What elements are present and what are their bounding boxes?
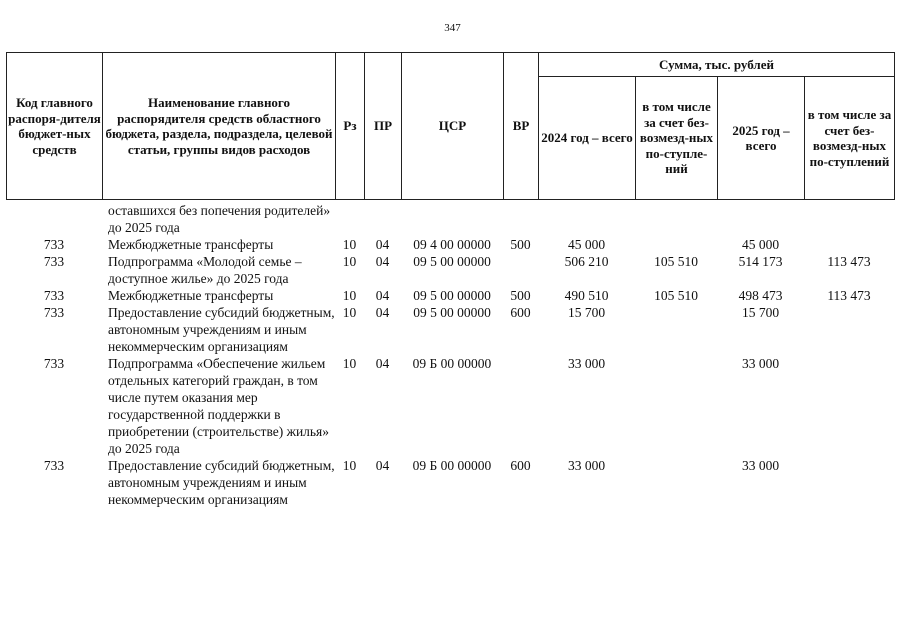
cell-rz: 10 (342, 356, 357, 371)
cell-vr: 600 (510, 458, 531, 473)
cell-pr (364, 202, 401, 236)
cell-csr: 09 Б 00 00000 (412, 458, 492, 473)
cell-2025-free (804, 457, 894, 508)
header-code: Код главного распоря-дителя бюджет-ных средств (7, 53, 103, 200)
cell-csr: 09 5 00 00000 (413, 254, 491, 269)
cell-2025-free (804, 355, 894, 457)
cell-vr (503, 355, 538, 457)
cell-pr: 04 (375, 254, 390, 269)
table-header (6, 52, 895, 200)
cell-vr (503, 253, 538, 287)
table-body (6, 202, 894, 508)
cell-2025-total (717, 202, 804, 236)
cell-code: 733 (43, 237, 65, 252)
cell-2024-total: 506 210 (564, 254, 609, 269)
cell-name: Подпрограмма «Обеспечение жильем отдельных категорий граждан, в том числе путем оказания мер государственной поддержки в приобретении (строительстве) жилья» до 2025 года (108, 356, 330, 456)
cell-csr: 09 5 00 00000 (413, 305, 491, 320)
cell-rz: 10 (342, 288, 357, 303)
header-rz: Рз (336, 53, 365, 200)
cell-2025-free (804, 304, 894, 355)
cell-2025-free (804, 236, 894, 253)
cell-vr: 600 (510, 305, 531, 320)
table-row (6, 355, 894, 457)
header-2025-free: в том числе за счет без-возмезд-ных по-ступлений (805, 77, 895, 200)
cell-name: оставшихся без попечения родителей» до 2025 года (108, 203, 331, 235)
cell-2025-free: 113 473 (827, 288, 871, 303)
header-2025-total: 2025 год – всего (718, 77, 805, 200)
cell-rz: 10 (342, 458, 357, 473)
cell-name: Предоставление субсидий бюджетным, автономным учреждениям и иным некоммерческим организациям (108, 305, 335, 354)
cell-2025-total: 33 000 (741, 356, 780, 371)
cell-2024-total: 15 700 (567, 305, 606, 320)
cell-code: 733 (43, 458, 65, 473)
cell-2024-total: 45 000 (567, 237, 606, 252)
cell-vr (503, 202, 538, 236)
cell-csr: 09 5 00 00000 (413, 288, 491, 303)
header-name: Наименование главного распорядителя средств областного бюджета, раздела, подраздела, целевой статьи, группы видов расходов (103, 53, 336, 200)
cell-2024-free (635, 304, 717, 355)
cell-2025-free: 113 473 (827, 254, 871, 269)
table-row (6, 287, 894, 304)
cell-2024-free: 105 510 (654, 288, 698, 303)
header-2024-free: в том числе за счет без-возмезд-ных по-ступле-ний (636, 77, 718, 200)
cell-rz: 10 (342, 237, 357, 252)
cell-2025-total: 514 173 (738, 254, 783, 269)
table-row (6, 202, 894, 236)
cell-rz (335, 202, 364, 236)
cell-csr (401, 202, 503, 236)
cell-2024-total: 33 000 (567, 356, 606, 371)
page-number: 347 (444, 22, 461, 34)
cell-vr: 500 (510, 288, 531, 303)
cell-name: Предоставление субсидий бюджетным, автономным учреждениям и иным некоммерческим организациям (108, 458, 335, 507)
cell-code: 733 (43, 356, 65, 371)
cell-pr: 04 (375, 305, 390, 320)
cell-2025-total: 45 000 (741, 237, 780, 252)
table-row (6, 253, 894, 287)
table-row (6, 236, 894, 253)
cell-pr: 04 (375, 458, 390, 473)
cell-2025-free (804, 202, 894, 236)
cell-rz: 10 (342, 254, 357, 269)
cell-2024-free (635, 355, 717, 457)
cell-2024-free (635, 202, 717, 236)
cell-code: 733 (43, 305, 65, 320)
cell-code (6, 202, 102, 236)
cell-pr: 04 (375, 288, 390, 303)
cell-2025-total: 498 473 (738, 288, 783, 303)
cell-csr: 09 Б 00 00000 (412, 356, 492, 371)
table-row (6, 304, 894, 355)
cell-2024-total: 490 510 (564, 288, 609, 303)
header-vr: ВР (504, 53, 539, 200)
cell-name: Межбюджетные трансферты (108, 288, 274, 303)
cell-2024-free (635, 236, 717, 253)
cell-code: 733 (43, 288, 65, 303)
cell-2024-total: 33 000 (567, 458, 606, 473)
header-2024-total: 2024 год – всего (539, 77, 636, 200)
cell-code: 733 (43, 254, 65, 269)
cell-pr: 04 (375, 237, 390, 252)
cell-2024-total (538, 202, 635, 236)
cell-name: Межбюджетные трансферты (108, 237, 274, 252)
header-sum-group: Сумма, тыс. рублей (539, 53, 895, 77)
table-row (6, 457, 894, 508)
cell-2025-total: 33 000 (741, 458, 780, 473)
cell-2025-total: 15 700 (741, 305, 780, 320)
cell-vr: 500 (510, 237, 531, 252)
cell-rz: 10 (342, 305, 357, 320)
cell-2024-free (635, 457, 717, 508)
cell-2024-free: 105 510 (654, 254, 698, 269)
budget-table (6, 52, 894, 508)
cell-csr: 09 4 00 00000 (413, 237, 491, 252)
cell-pr: 04 (375, 356, 390, 371)
header-pr: ПР (365, 53, 402, 200)
cell-name: Подпрограмма «Молодой семье – доступное жилье» до 2025 года (108, 254, 302, 286)
header-csr: ЦСР (402, 53, 504, 200)
